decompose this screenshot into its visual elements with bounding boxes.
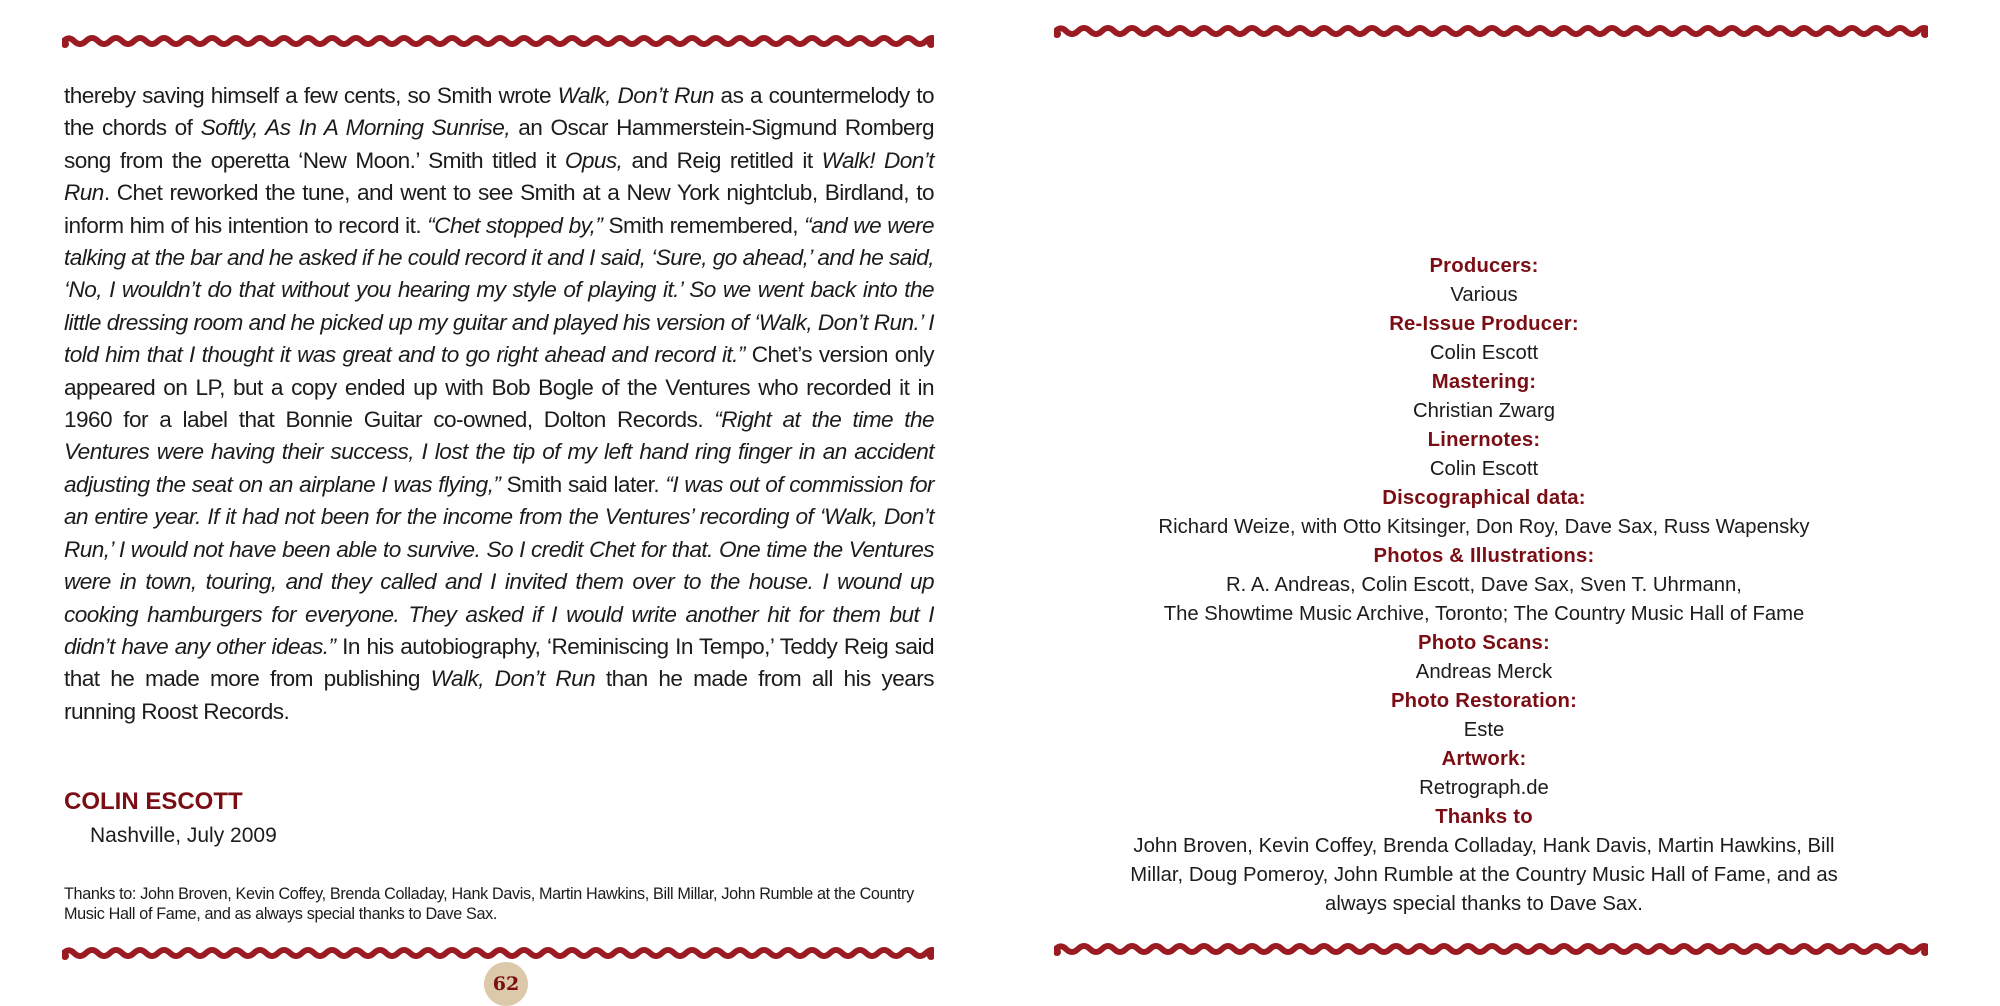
paragraph-italic-run: Walk! Don’t Run [64, 147, 934, 206]
right-top-wave-border [1054, 18, 1928, 44]
credit-value: R. A. Andreas, Colin Escott, Dave Sax, Sven T. Uhrmann, [1226, 574, 1742, 596]
credit-heading: Photo Scans: [1418, 632, 1550, 654]
credit-value: Richard Weize, with Otto Kitsinger, Don Roy, Dave Sax, Russ Wapensky [1158, 516, 1810, 538]
credit-heading: Artwork: [1441, 748, 1527, 770]
credit-value: Christian Zwarg [1412, 400, 1555, 422]
paragraph-italic-run: Opus, [564, 147, 623, 173]
credits-list [1100, 252, 1868, 919]
credit-heading: Thanks to [1435, 806, 1533, 828]
credit-value: Millar, Doug Pomeroy, John Rumble at the Country Music Hall of Fame, and as [1130, 864, 1838, 886]
credit-value: Andreas Merck [1415, 661, 1553, 683]
credit-value: John Broven, Kevin Coffey, Brenda Colladay, Hank Davis, Martin Hawkins, Bill [1133, 835, 1835, 857]
paragraph-italic-run: “I was out of commission for an entire year. If it had not been for the income from the Ventures’ recording of ‘Walk, Don’t Run,’ I would not have been able to survive. So I credit Chet for that. One time the Ventures were in town, touring, and they called and I invited them over to the house. I wound up cooking hamburgers for everyone. They asked if I would write another hit for them but I didn’t have any other ideas.” [64, 471, 934, 659]
paragraph-italic-run: Softly, As In A Morning Sunrise, [200, 115, 511, 141]
liner-notes-paragraph [64, 80, 934, 728]
paragraph-italic-run: “and we were talking at the bar and he asked if he could record it and I said, ‘Sure, go ahead,’ and he said, ‘No, I wouldn’t do that without you hearing my style of playing it.’ So we went back into the little dressing room and he picked up my guitar and played his version of ‘Walk, Don’t Run.’ I told him that I thought it was great and to go right ahead and record it.” [64, 212, 935, 368]
author-place-date: Nashville, July 2009 [90, 824, 277, 847]
paragraph-run: thereby saving himself a few cents, so Smith wrote [64, 83, 558, 108]
right-bottom-wave-border [1054, 936, 1928, 962]
credit-heading: Photos & Illustrations: [1373, 545, 1595, 567]
paragraph-italic-run: Walk, Don’t Run [557, 83, 714, 108]
paragraph-run: Smith remembered, [602, 212, 805, 238]
paragraph-run: and Reig retitled it [622, 147, 822, 173]
credit-value: Colin Escott [1429, 342, 1539, 364]
left-bottom-wave-border [62, 940, 934, 966]
credit-heading: Re-Issue Producer: [1389, 313, 1579, 335]
author-name: COLIN ESCOTT [64, 788, 243, 815]
credit-heading: Photo Restoration: [1390, 690, 1578, 712]
paragraph-run: In his autobiography, ‘Reminiscing In Tempo,’ Teddy Reig said that he made more from publishing [64, 633, 934, 692]
paragraph-run: . Chet reworked the tune, and went to see Smith at a New York nightclub, Birdland, to inform him of his intention to record it. [64, 180, 934, 238]
paragraph-run: as a countermelody to the chords of [64, 83, 934, 141]
paragraph-run: Smith said later. [500, 471, 666, 497]
left-thanks-note: Thanks to: John Broven, Kevin Coffey, Brenda Colladay, Hank Davis, Martin Hawkins, Bill Millar, John Rumble at the Country Music Hall of Fame, and as always special thanks to Dave Sax. [64, 885, 914, 923]
credit-value: Retrograph.de [1419, 777, 1549, 799]
credit-value: always special thanks to Dave Sax. [1325, 893, 1643, 915]
paragraph-italic-run: “Right at the time the Ventures were having their success, I lost the tip of my left hand ring finger in an accident adjusting the seat on an airplane I was flying,” [64, 407, 934, 497]
credit-heading: Discographical data: [1382, 487, 1586, 509]
credit-heading: Mastering: [1431, 371, 1537, 393]
page-number-badge: 62 [484, 962, 528, 1006]
credit-value: Various [1450, 284, 1518, 306]
paragraph-italic-run: Walk, Don’t Run [430, 666, 596, 692]
credit-heading: Linernotes: [1427, 429, 1541, 451]
left-top-wave-border [62, 28, 934, 54]
paragraph-italic-run: “Chet stopped by,” [427, 212, 603, 238]
credit-value: Colin Escott [1429, 458, 1539, 480]
credit-heading: Producers: [1429, 255, 1539, 277]
credit-value: Este [1463, 719, 1505, 741]
paragraph-run: Chet’s version only appeared on LP, but a copy ended up with Bob Bogle of the Ventures who recorded it in 1960 for a label that Bonnie Guitar co-owned, Dolton Records. [64, 342, 934, 433]
paragraph-run: than he made from all his years running Roost Records. [64, 666, 935, 724]
credit-value: The Showtime Music Archive, Toronto; The Country Music Hall of Fame [1163, 603, 1805, 625]
paragraph-run: an Oscar Hammerstein-Sigmund Romberg song from the operetta ‘New Moon.’ Smith titled it [64, 115, 934, 173]
